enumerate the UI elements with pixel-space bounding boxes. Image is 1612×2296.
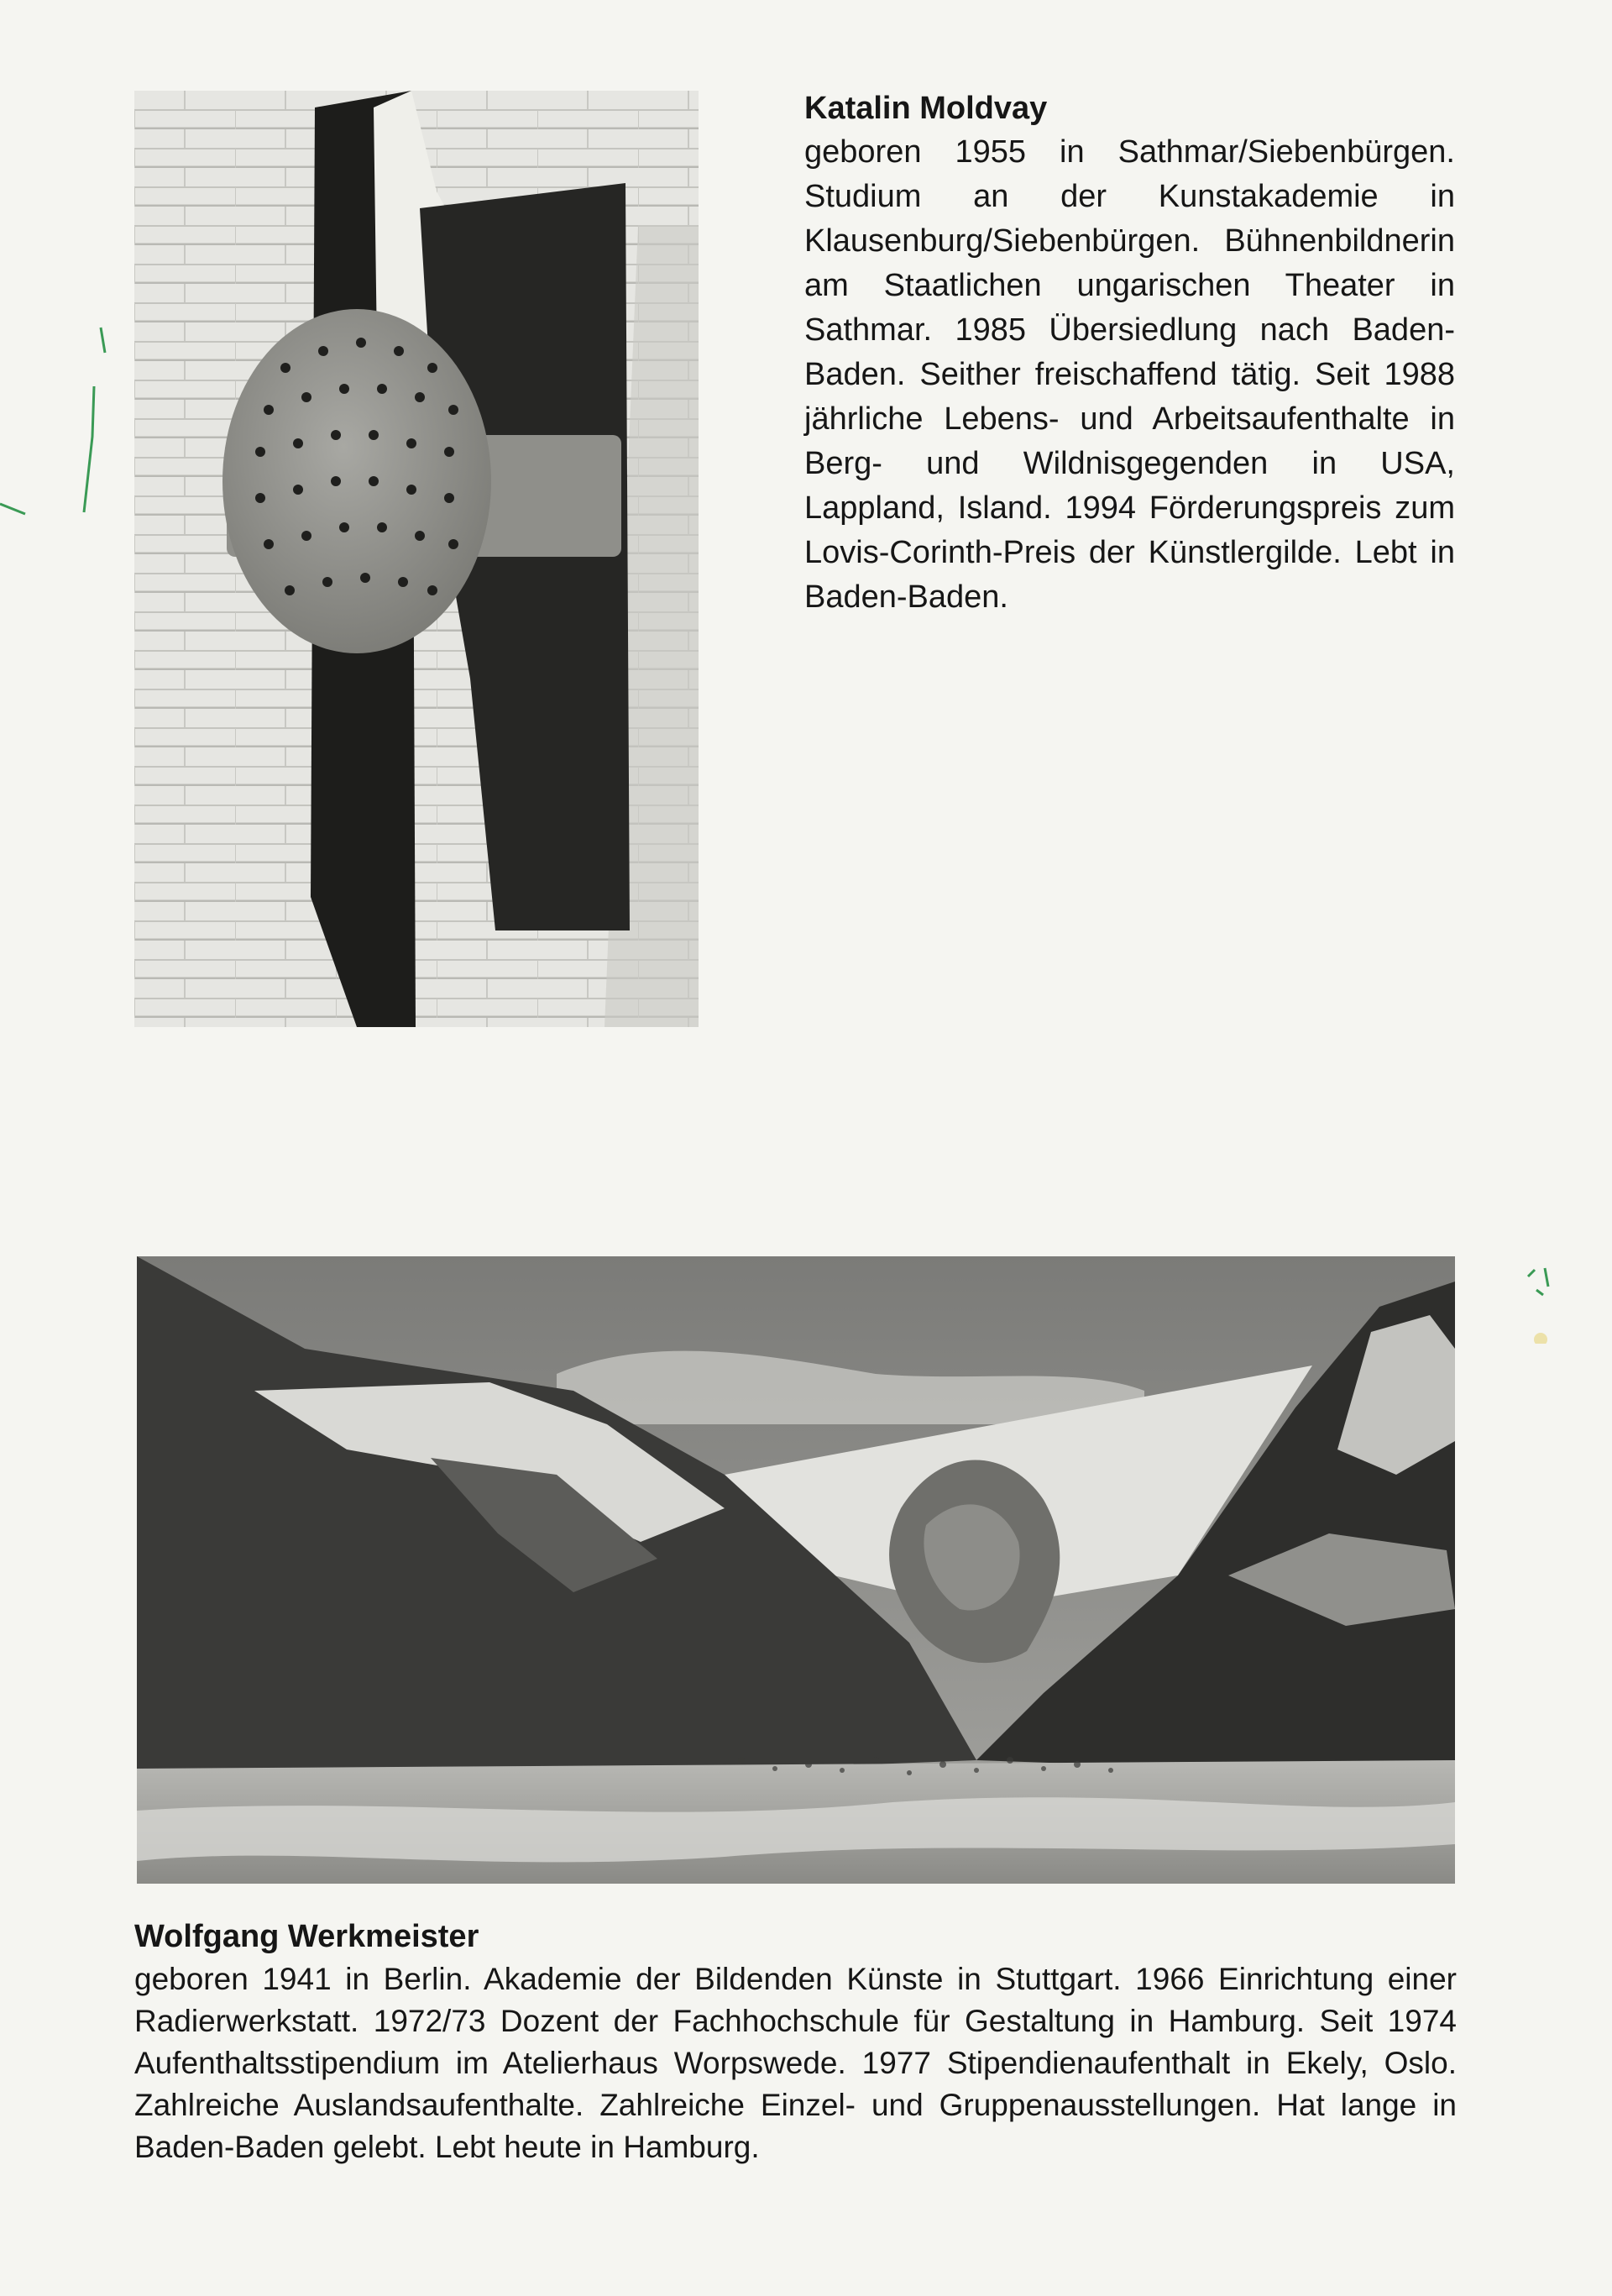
pen-mark [0, 319, 118, 537]
artist-name: Wolfgang Werkmeister [134, 1919, 479, 1954]
artist-name: Katalin Moldvay [804, 91, 1048, 126]
artist-bio-text: geboren 1955 in Sathmar/Siebenbürgen. Studium an der Kunstakademie in Klausenburg/Siebenbürgen. Bühnenbildnerin am Staatlichen ungarischen Theater in Sathmar. 1985 Übersiedlung nach Baden-Baden. Seither freischaffend tätig. Seit 1988 jährliche Lebens- und Arbeitsaufenthalte in Berg- und Wildnisgegenden in USA, Lappland, Island. 1994 Förderungspreis zum Lovis-Corinth-Preis der Künstlergilde. Lebt in Baden-Baden. [804, 134, 1455, 615]
sculpture-photo [134, 91, 699, 1027]
landscape-photo [137, 1256, 1455, 1884]
sculpture-image [134, 91, 699, 1027]
landscape-image [137, 1256, 1455, 1884]
artist-bio-werkmeister [134, 1915, 1457, 2168]
artist-bio-moldvay [804, 86, 1455, 620]
pen-mark [1511, 1260, 1578, 1344]
artist-bio-text: geboren 1941 in Berlin. Akademie der Bildenden Künste in Stuttgart. 1966 Einrichtung einer Radierwerkstatt. 1972/73 Dozent der Fachhochschule für Gestaltung in Hamburg. Seit 1974 Aufenthaltsstipendium im Atelierhaus Worpswede. 1977 Stipendienaufenthalt in Ekely, Oslo. Zahlreiche Auslandsaufenthalte. Zahlreiche Einzel- und Gruppenausstellungen. Hat lange in Baden-Baden gelebt. Lebt heute in Hamburg. [134, 1962, 1457, 2164]
